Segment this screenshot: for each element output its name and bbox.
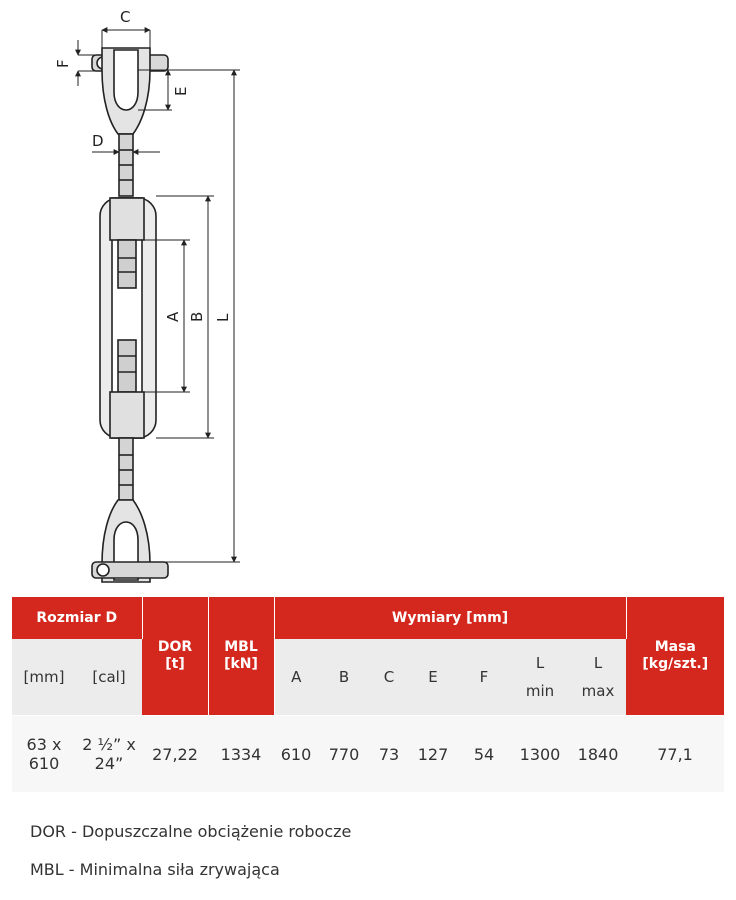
cell-e: 127 xyxy=(408,716,458,793)
legend-mbl: MBL - Minimalna siła zrywająca xyxy=(30,860,280,879)
col-b-header: B xyxy=(318,639,370,716)
cell-c: 73 xyxy=(370,716,408,793)
unit-mm-header: [mm] xyxy=(12,639,76,716)
col-f-header: F xyxy=(458,639,510,716)
col-e-header: E xyxy=(408,639,458,716)
col-lmax-header: L max xyxy=(570,639,626,716)
dim-label-e: E xyxy=(172,86,190,96)
dim-label-d: D xyxy=(92,132,104,150)
dimensions-group-header: Wymiary [mm] xyxy=(274,597,626,639)
cell-mass: 77,1 xyxy=(626,716,724,793)
dim-label-f: F xyxy=(54,59,72,68)
mass-header: Masa [kg/szt.] xyxy=(626,597,724,716)
dim-label-a: A xyxy=(164,311,182,322)
legend-dor: DOR - Dopuszczalne obciążenie robocze xyxy=(30,822,352,841)
cell-dor: 27,22 xyxy=(142,716,208,793)
dor-header: DOR [t] xyxy=(142,597,208,716)
dim-label-l: L xyxy=(214,313,232,322)
col-c-header: C xyxy=(370,639,408,716)
col-a-header: A xyxy=(274,639,318,716)
cell-mbl: 1334 xyxy=(208,716,274,793)
cell-f: 54 xyxy=(458,716,510,793)
unit-cal-header: [cal] xyxy=(76,639,142,716)
cell-lmin: 1300 xyxy=(510,716,570,793)
turnbuckle-body xyxy=(92,48,168,582)
cell-mm: 63 x 610 xyxy=(12,716,76,793)
cell-a: 610 xyxy=(274,716,318,793)
cell-lmax: 1840 xyxy=(570,716,626,793)
table-row xyxy=(12,716,724,793)
col-lmin-header: L min xyxy=(510,639,570,716)
specification-table xyxy=(12,597,724,792)
size-group-header: Rozmiar D xyxy=(12,597,142,639)
cell-b: 770 xyxy=(318,716,370,793)
mbl-header: MBL [kN] xyxy=(208,597,274,716)
dim-label-b: B xyxy=(188,311,206,322)
cell-cal: 2 ½” x 24” xyxy=(76,716,142,793)
dim-label-c: C xyxy=(120,8,131,26)
